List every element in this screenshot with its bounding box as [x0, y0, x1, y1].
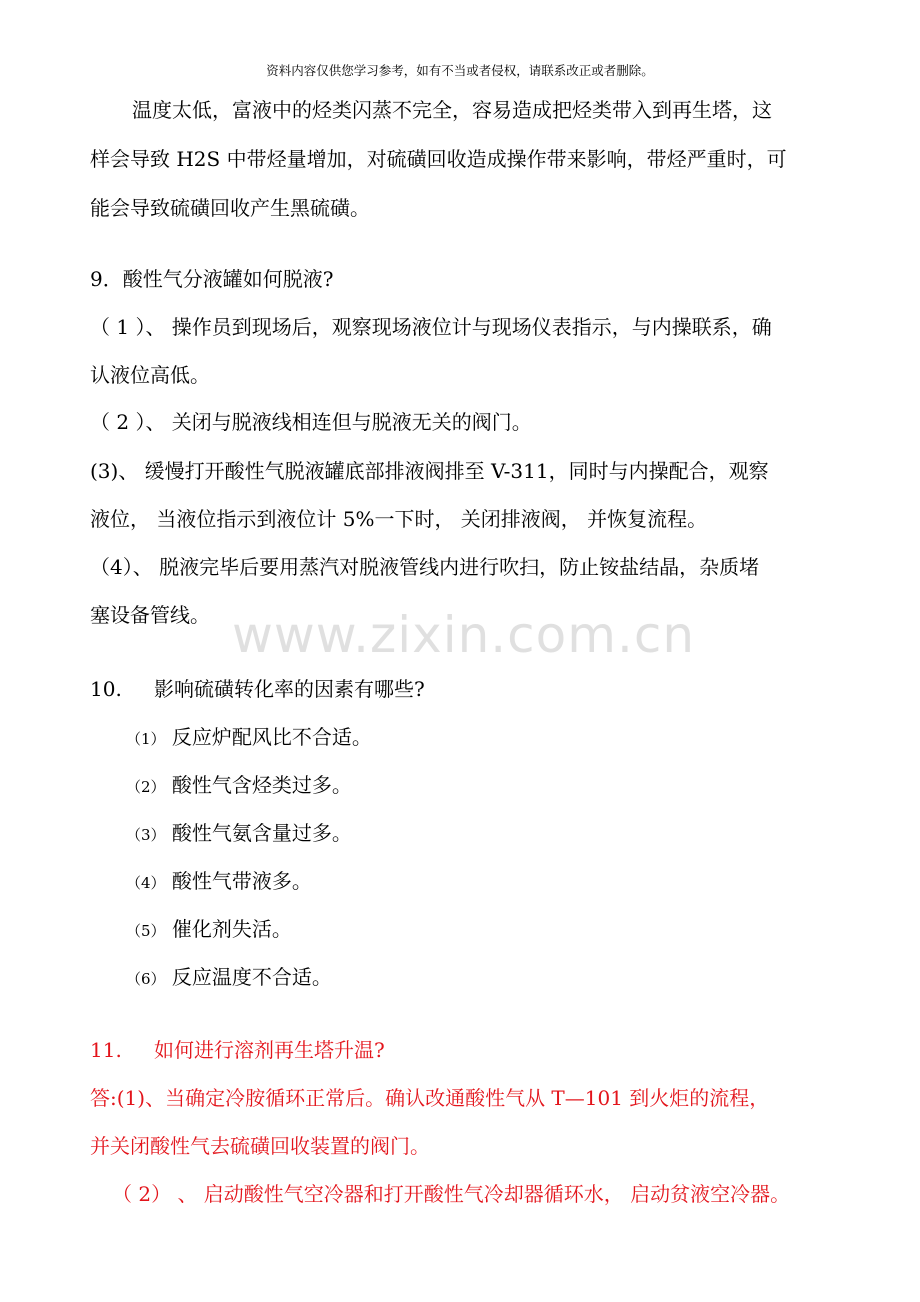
q10-item-text: 反应炉配风比不合适。 [171, 725, 372, 749]
intro-line-3: 能会导致硫磺回收产生黑硫磺。 [90, 196, 370, 220]
q9-line-7: 塞设备管线。 [90, 603, 210, 627]
q10-item-text: 酸性气含烃类过多。 [171, 773, 352, 797]
q10-item-text: 酸性气氨含量过多。 [171, 821, 352, 845]
q10-item-5 [126, 915, 292, 945]
q9-line-1: （ 1 ）、 操作员到现场后，观察现场液位计与现场仪表指示，与内操联系，确 [90, 315, 772, 339]
q10-item-6 [126, 963, 332, 993]
q10-item-4 [126, 867, 312, 897]
q10-item-2 [126, 771, 352, 801]
q9-title: 9．酸性气分液罐如何脱液? [90, 267, 334, 291]
q10-item-text: 酸性气带液多。 [171, 869, 312, 893]
q10-item-number: （3） [126, 826, 166, 844]
q10-item-number: （6） [126, 970, 166, 988]
q9-line-2: 认液位高低。 [90, 363, 210, 387]
watermark: www.zixin.com.cn [232, 606, 696, 664]
intro-line-1: 温度太低，富液中的烃类闪蒸不完全，容易造成把烃类带入到再生塔，这 [132, 98, 772, 122]
page-header-disclaimer: 资料内容仅供您学习参考，如有不当或者侵权，请联系改正或者删除。 [266, 63, 654, 78]
q10-item-1 [126, 723, 372, 753]
q11-answer-line-1: 答:(1)、当确定冷胺循环正常后。确认改通酸性气从 T—101 到火炬的流程， [90, 1086, 770, 1110]
q10-item-number: （1） [126, 730, 166, 748]
q10-item-text: 催化剂失活。 [171, 917, 292, 941]
q11-title: 如何进行溶剂再生塔升温? [154, 1038, 385, 1062]
q10-title: 影响硫磺转化率的因素有哪些? [154, 677, 425, 701]
intro-line-2: 样会导致 H2S 中带烃量增加，对硫磺回收造成操作带来影响，带烃严重时，可 [90, 147, 787, 171]
q9-line-3: （ 2 ）、 关闭与脱液线相连但与脱液无关的阀门。 [90, 410, 532, 434]
q10-item-text: 反应温度不合适。 [171, 965, 332, 989]
q11-number: 11. [90, 1038, 122, 1062]
q10-item-number: （4） [126, 874, 166, 892]
q11-answer-line-3: （ 2） 、 启动酸性气空冷器和打开酸性气冷却器循环水， 启动贫液空冷器。 [112, 1182, 791, 1206]
q9-line-4: (3)、 缓慢打开酸性气脱液罐底部排液阀排至 V-311，同时与内操配合，观察 [90, 459, 769, 483]
q10-number: 10. [90, 677, 122, 701]
q9-line-6: （4）、 脱液完毕后要用蒸汽对脱液管线内进行吹扫，防止铵盐结晶，杂质堵 [90, 555, 760, 579]
q10-item-number: （2） [126, 778, 166, 796]
q9-line-5: 液位， 当液位指示到液位计 5%一下时， 关闭排液阀， 并恢复流程。 [90, 507, 708, 531]
q10-item-3 [126, 819, 352, 849]
q11-answer-line-2: 并关闭酸性气去硫磺回收装置的阀门。 [90, 1134, 430, 1158]
q10-item-number: （5） [126, 922, 166, 940]
